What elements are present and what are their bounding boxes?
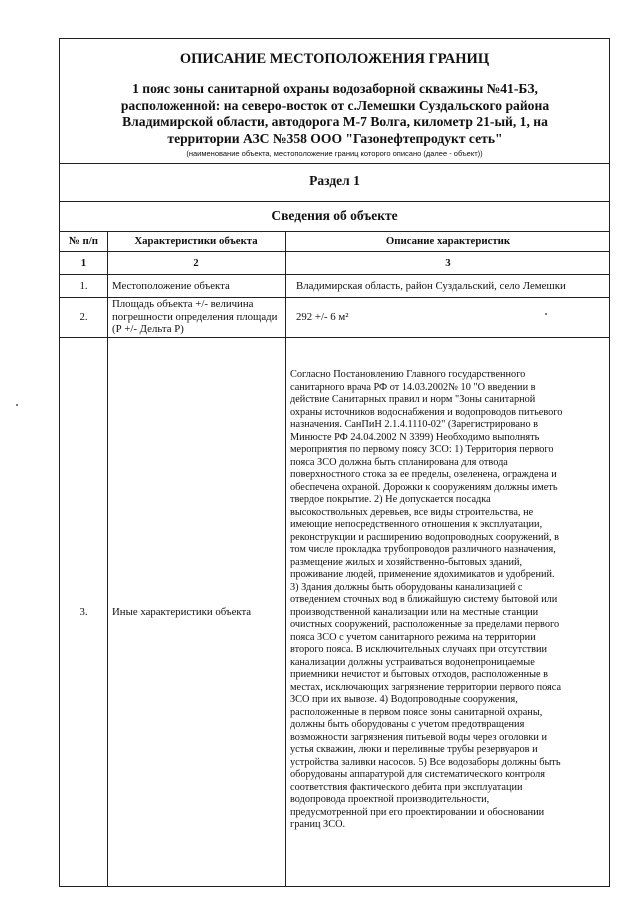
description-line: мероприятия по первому поясу ЗСО: 1) Территория первого — [290, 444, 554, 455]
description-line: ЗСО при их вывозе. 4) Водопроводные сооружения, — [290, 694, 518, 705]
column-index: 3 — [445, 256, 451, 269]
object-line: территории АЗС №358 ООО "Газонефтепродукт сеть" — [167, 130, 503, 146]
description-line: оборудованы аппаратурой для систематического контроля — [290, 769, 545, 780]
description-line: 3) Здания должны быть оборудованы канализацией с — [290, 581, 523, 593]
column-header-characteristic: Характеристики объекта — [134, 235, 258, 247]
object-line: 1 пояс зоны санитарной охраны водозаборной скважины №41-БЗ, — [132, 81, 538, 96]
document-title: ОПИСАНИЕ МЕСТОПОЛОЖЕНИЯ ГРАНИЦ — [179, 51, 490, 67]
description-line: водопровода проектной производительности, — [290, 794, 490, 805]
row-2-number: 2. — [79, 311, 88, 323]
column-header-description: Описание характеристик — [385, 235, 511, 247]
description-line: твердое покрытие. 2) Не допускается посадка — [290, 494, 491, 505]
description-line: поверхностного стока за ее пределы, озеленена, ограждена и — [290, 469, 557, 480]
object-caption: (наименование объекта, местоположение границ которого описано (далее - объект)) — [186, 149, 483, 158]
description-line: реконструкции и расширению водопроводных сооружений, в — [290, 531, 559, 543]
object-line: расположенной: на северо-восток от с.Лемешки Суздальского района — [120, 97, 550, 113]
description-line: Согласно Постановлению Главного государственного — [290, 369, 526, 380]
row-2-value: 292 +/- 6 м² — [296, 311, 349, 323]
row-3-characteristic: Иные характеристики объекта — [112, 606, 252, 618]
description-line: отведением сточных вод в ближайшую систему бытовой или — [290, 594, 558, 605]
description-line: приемники нечистот и бытовых отходов, расположенные в — [290, 669, 549, 680]
description-line: очистных сооружений, расположенные за пределами первого — [290, 619, 560, 630]
description-line: предусмотренной при его проектировании и обосновании — [290, 806, 545, 818]
column-index: 1 — [80, 256, 87, 269]
table-column-line — [107, 231, 108, 887]
description-line: имеющие непосредственного отношения к эксплуатации, — [290, 519, 543, 530]
divider — [60, 163, 609, 164]
section-title: Раздел 1 — [309, 173, 360, 188]
description-line: местах, исключающих загрязнение территории первого пояса — [290, 681, 562, 693]
description-line: действие Санитарных правил и норм "Зоны санитарной — [290, 394, 536, 405]
description-line: соответствия фактического дебита при эксплуатации — [290, 781, 523, 793]
description-line: размещение жилых и хозяйственно-бытовых зданий, — [290, 556, 523, 568]
description-line: пояса ЗСО с учетом санитарного режима на территории — [290, 631, 536, 643]
row-1-number: 1. — [79, 279, 88, 292]
table-column-line — [285, 231, 286, 887]
row-1-value: Владимирская область, район Суздальский, село Лемешки — [296, 279, 566, 292]
row-2-characteristic: Площадь объекта +/- величина погрешности определения площади (Р +/- Дельта Р) — [112, 298, 278, 336]
row-3-value — [290, 369, 604, 832]
column-index: 2 — [193, 256, 199, 269]
description-line: границ ЗСО. — [290, 819, 346, 830]
column-header-number: № п/п — [69, 235, 98, 247]
description-line: должны быть оборудованы с учетом предотвращения — [290, 719, 525, 730]
row-1-characteristic: Местоположение объекта — [112, 279, 230, 292]
description-line: возможности загрязнения питьевой воды через оголовки и — [290, 731, 547, 743]
object-line: Владимирской области, автодорога М-7 Волга, километр 21-ый, 1, на — [122, 114, 548, 129]
description-line: том числе прокладка трубопроводов различного назначения, — [290, 544, 556, 555]
description-line: канализации должны устраиваться водонепроницаемые — [290, 656, 535, 668]
object-description — [90, 81, 580, 147]
description-line: пояса ЗСО должна быть спланирована для отвода — [290, 456, 508, 468]
description-line: санитарного врача РФ от 14.03.2002№ 10 "О введении в — [290, 381, 536, 393]
description-line: производственной канализации или на местные станции — [290, 606, 539, 618]
description-line: охраны источников водоснабжения и водопроводов питьевого — [290, 406, 563, 418]
description-line: второго пояса. В исключительных случаях при отсутствии — [290, 644, 548, 655]
description-line: проживание людей, применение ядохимикатов и удобрений. — [290, 569, 555, 580]
description-line: Минюсте РФ 24.04.2002 N 3399) Необходимо выполнять — [290, 431, 540, 443]
document-sheet — [59, 38, 610, 887]
section-subtitle: Сведения об объекте — [271, 208, 398, 223]
description-line: обеспечена охраной. Дорожки к сооружениям должны иметь — [290, 481, 558, 493]
scan-speck — [16, 404, 18, 406]
description-line: расположенные в первом поясе зоны санитарной охраны, — [290, 706, 543, 718]
scan-speck — [545, 313, 547, 315]
description-line: высокоствольных деревьев, все виды строительства, не — [290, 506, 534, 518]
description-line: назначения. СанПиН 2.1.4.1110-02" (Зарегистрировано в — [290, 419, 539, 430]
row-3-number: 3. — [79, 606, 88, 618]
description-line: устройства заливки насосов. 5) Все водозаборы должны быть — [290, 756, 561, 768]
divider — [60, 201, 609, 202]
description-line: устья скважин, люки и переливные трубы резервуаров и — [290, 744, 538, 755]
